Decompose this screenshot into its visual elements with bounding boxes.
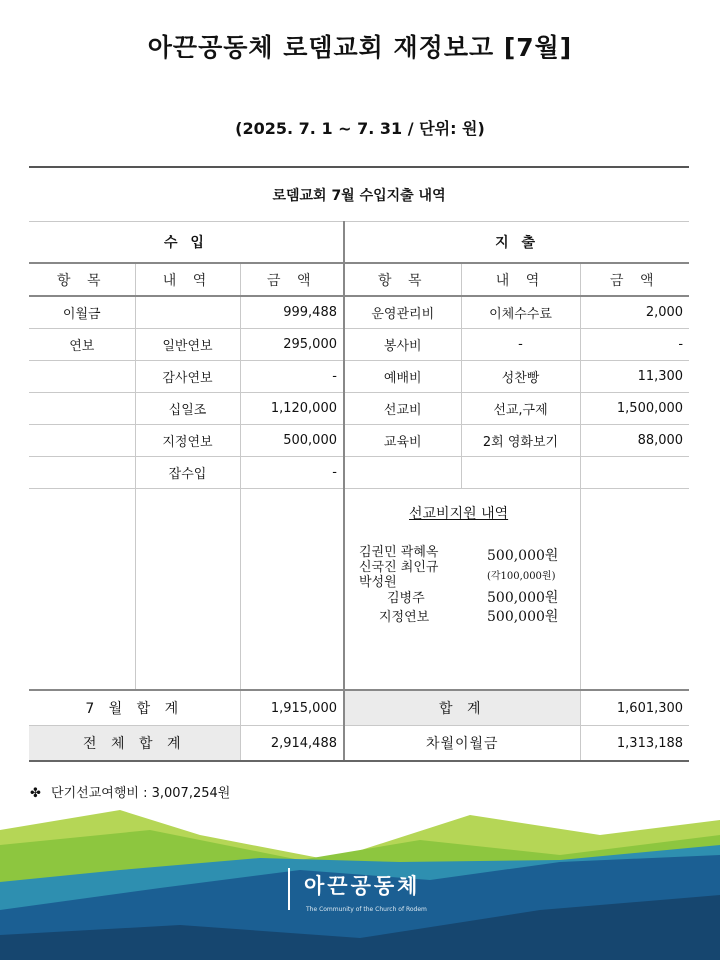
expense-item: 선교비 <box>344 393 461 425</box>
income-detail: 잡수입 <box>135 457 240 489</box>
table-row <box>29 329 689 361</box>
column-header: 금 액 <box>580 263 689 296</box>
expense-item: 운영관리비 <box>344 296 461 329</box>
empty-cell <box>135 489 240 691</box>
logo-cross-icon <box>288 868 290 910</box>
empty-cell <box>580 457 689 489</box>
footer-logo-subtitle: The Community of the Church of Rodem <box>306 906 427 913</box>
empty-cell <box>29 489 135 691</box>
expense-amount: 2,000 <box>580 296 689 329</box>
mission-support-name: 지정연보 <box>379 610 430 625</box>
mission-support-amount-note: (각100,000원) <box>487 571 556 582</box>
table-row <box>29 361 689 393</box>
mission-support-title: 선교비지원 내역 <box>409 506 509 522</box>
grand-total-row <box>29 726 689 762</box>
mission-support-names: 신국진 최인규 <box>359 560 439 575</box>
table-caption: 로뎀교회 7월 수입지출 내역 <box>29 167 689 222</box>
mission-support-box <box>345 489 580 689</box>
footer-logo: 아끈공동체 <box>304 874 421 898</box>
income-amount: 500,000 <box>240 425 344 457</box>
income-item: 연보 <box>29 329 135 361</box>
carryover-amount: 1,313,188 <box>580 726 689 762</box>
column-header: 내 역 <box>461 263 580 296</box>
income-item <box>29 361 135 393</box>
mission-support-amount: 500,000원 <box>487 590 559 606</box>
expense-amount: 1,500,000 <box>580 393 689 425</box>
mission-support-names: 김권민 곽혜옥 <box>359 545 439 560</box>
column-header: 항 목 <box>29 263 135 296</box>
table-row <box>29 489 689 691</box>
mission-support-names: 박성원 <box>359 575 397 590</box>
report-title: 아끈공동체 로뎀교회 재정보고 [7월] <box>147 33 573 62</box>
income-detail: 일반연보 <box>135 329 240 361</box>
finance-table <box>29 166 689 762</box>
income-item <box>29 457 135 489</box>
column-header: 내 역 <box>135 263 240 296</box>
expense-amount: - <box>580 329 689 361</box>
expense-section-header: 지 출 <box>344 222 689 264</box>
income-amount: - <box>240 457 344 489</box>
expense-total-amount: 1,601,300 <box>580 690 689 726</box>
income-detail <box>135 296 240 329</box>
mission-support-amount: 500,000원 <box>487 609 559 625</box>
column-header: 항 목 <box>344 263 461 296</box>
income-total-amount: 1,915,000 <box>240 690 344 726</box>
note-text: 단기선교여행비 : 3,007,254원 <box>51 786 231 801</box>
table-row <box>29 425 689 457</box>
expense-detail: 성찬빵 <box>461 361 580 393</box>
mission-support-cell <box>344 489 580 691</box>
mission-support-name: 김병주 <box>387 591 425 606</box>
expense-detail: 2회 영화보기 <box>461 425 580 457</box>
empty-cell <box>461 457 580 489</box>
mission-support-amount: 500,000원 <box>487 548 559 564</box>
report-period: (2025. 7. 1 ~ 7. 31 / 단위: 원) <box>235 119 485 138</box>
income-item <box>29 425 135 457</box>
empty-cell <box>580 489 689 691</box>
grand-total-amount: 2,914,488 <box>240 726 344 762</box>
income-detail: 지정연보 <box>135 425 240 457</box>
expense-item: 교육비 <box>344 425 461 457</box>
income-item: 이월금 <box>29 296 135 329</box>
empty-cell <box>344 457 461 489</box>
note-bullet-icon: ✤ <box>30 786 41 801</box>
expense-amount: 11,300 <box>580 361 689 393</box>
carryover-label: 차월이월금 <box>344 726 580 762</box>
table-row <box>29 296 689 329</box>
empty-cell <box>240 489 344 691</box>
expense-item: 봉사비 <box>344 329 461 361</box>
income-amount: 295,000 <box>240 329 344 361</box>
table-row <box>29 393 689 425</box>
income-amount: 1,120,000 <box>240 393 344 425</box>
note-line <box>30 782 230 801</box>
expense-detail: - <box>461 329 580 361</box>
income-section-header: 수 입 <box>29 222 344 264</box>
income-item <box>29 393 135 425</box>
expense-total-label: 합 계 <box>344 690 580 726</box>
income-detail: 십일조 <box>135 393 240 425</box>
expense-detail: 이체수수료 <box>461 296 580 329</box>
expense-amount: 88,000 <box>580 425 689 457</box>
income-total-label: 7 월 합 계 <box>29 690 240 726</box>
total-row <box>29 690 689 726</box>
expense-detail: 선교,구제 <box>461 393 580 425</box>
income-amount: 999,488 <box>240 296 344 329</box>
table-row <box>29 457 689 489</box>
expense-item: 예배비 <box>344 361 461 393</box>
grand-total-label: 전 체 합 계 <box>29 726 240 762</box>
column-header: 금 액 <box>240 263 344 296</box>
income-detail: 감사연보 <box>135 361 240 393</box>
income-amount: - <box>240 361 344 393</box>
